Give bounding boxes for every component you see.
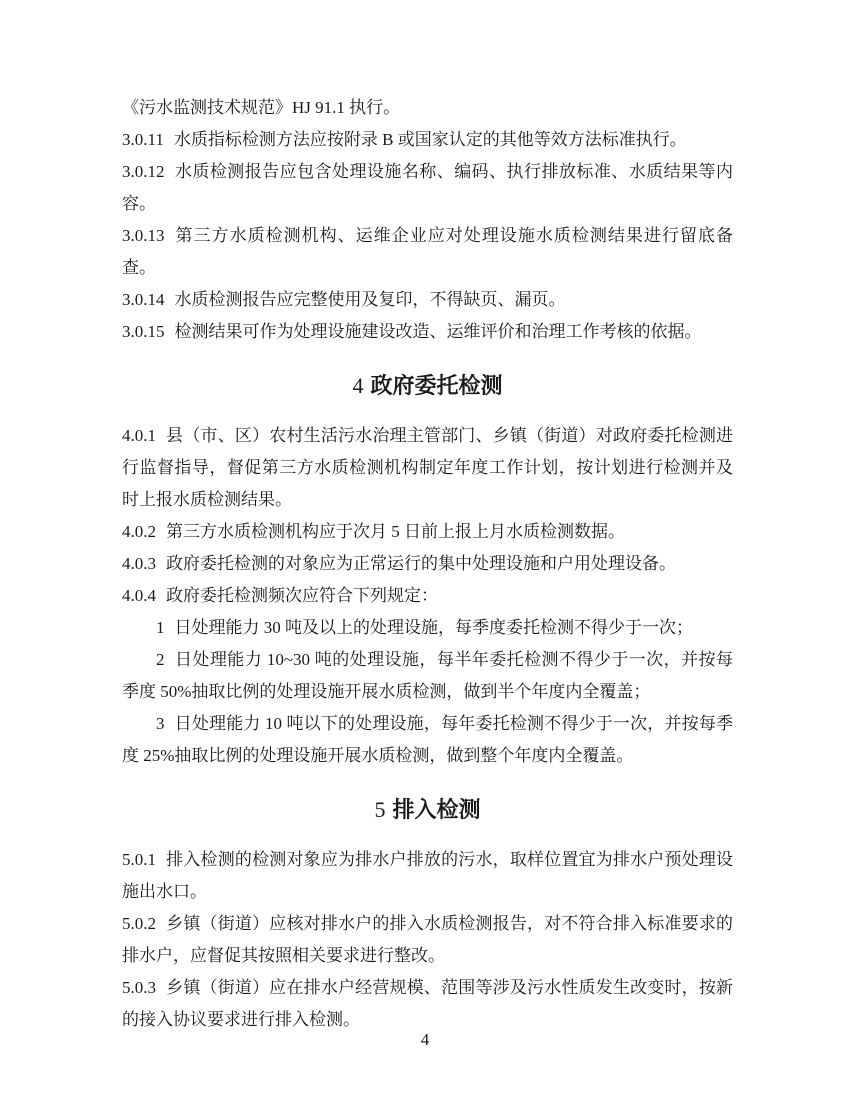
clause-text: 县（市、区）农村生活污水治理主管部门、乡镇（街道）对政府委托检测进行监督指导，督促第三方水质检测机构制定年度工作计划，按计划进行检测并及时上报水质检测结果。: [122, 426, 733, 509]
sub-item-number: 1: [156, 618, 165, 637]
clause-number: 3.0.15: [122, 322, 165, 341]
section-number: 4: [352, 373, 364, 398]
clause-number: 3.0.13: [122, 226, 165, 245]
section-title: 政府委托检测: [370, 373, 503, 398]
document-content: [122, 92, 733, 1036]
sub-item-3: [122, 708, 733, 772]
clause-3-0-11: [122, 124, 733, 156]
clause-number: 3.0.14: [122, 290, 165, 309]
clause-text: 水质检测报告应完整使用及复印，不得缺页、漏页。: [174, 290, 566, 309]
paragraph-text: 《污水监测技术规范》HJ 91.1 执行。: [122, 98, 401, 117]
clause-text: 政府委托检测的对象应为正常运行的集中处理设施和户用处理设备。: [166, 554, 676, 573]
clause-number: 5.0.2: [122, 914, 156, 933]
clause-4-0-4: [122, 580, 733, 612]
clause-number: 4.0.2: [122, 522, 156, 541]
paragraph-continuation: [122, 92, 733, 124]
section-heading-4: [122, 368, 733, 404]
clause-number: 4.0.4: [122, 586, 156, 605]
clause-text: 政府委托检测频次应符合下列规定：: [166, 586, 438, 605]
clause-text: 排入检测的检测对象应为排水户排放的污水，取样位置宜为排水户预处理设施出水口。: [122, 850, 733, 901]
clause-text: 乡镇（街道）应核对排水户的排入水质检测报告，对不符合排入标准要求的排水户，应督促其按照相关要求进行整改。: [122, 914, 733, 965]
sub-item-number: 2: [156, 650, 165, 669]
clause-number: 5.0.3: [122, 978, 156, 997]
sub-item-2: [122, 644, 733, 708]
clause-text: 水质检测报告应包含处理设施名称、编码、执行排放标准、水质结果等内容。: [122, 162, 733, 213]
clause-4-0-2: [122, 516, 733, 548]
clause-5-0-2: [122, 908, 733, 972]
clause-number: 4.0.1: [122, 426, 156, 445]
clause-4-0-3: [122, 548, 733, 580]
clause-3-0-12: [122, 156, 733, 220]
page-number: 4: [420, 1030, 430, 1049]
section-number: 5: [374, 797, 386, 822]
sub-item-text: 日处理能力 30 吨及以上的处理设施，每季度委托检测不得少于一次；: [174, 618, 693, 637]
clause-3-0-13: [122, 220, 733, 284]
sub-item-text: 日处理能力 10~30 吨的处理设施，每半年委托检测不得少于一次，并按每季度 50%抽取比例的处理设施开展水质检测，做到半个年度内全覆盖；: [122, 650, 733, 701]
clause-text: 乡镇（街道）应在排水户经营规模、范围等涉及污水性质发生改变时，按新的接入协议要求进行排入检测。: [122, 978, 733, 1029]
section-title: 排入检测: [392, 797, 481, 822]
section-heading-5: [122, 792, 733, 828]
clause-3-0-14: [122, 284, 733, 316]
sub-item-1: [122, 612, 733, 644]
sub-item-text: 日处理能力 10 吨以下的处理设施，每年委托检测不得少于一次，并按每季度 25%抽取比例的处理设施开展水质检测，做到整个年度内全覆盖。: [122, 714, 733, 765]
clause-4-0-1: [122, 420, 733, 516]
clause-text: 第三方水质检测机构应于次月 5 日前上报上月水质检测数据。: [166, 522, 625, 541]
clause-text: 第三方水质检测机构、运维企业应对处理设施水质检测结果进行留底备查。: [122, 226, 733, 277]
clause-3-0-15: [122, 316, 733, 348]
clause-number: 4.0.3: [122, 554, 156, 573]
clause-number: 3.0.12: [122, 162, 165, 181]
clause-5-0-1: [122, 844, 733, 908]
clause-number: 3.0.11: [122, 130, 164, 149]
sub-item-number: 3: [156, 714, 165, 733]
clause-number: 5.0.1: [122, 850, 156, 869]
clause-text: 检测结果可作为处理设施建设改造、运维评价和治理工作考核的依据。: [174, 322, 702, 341]
clause-text: 水质指标检测方法应按附录 B 或国家认定的其他等效方法标准执行。: [173, 130, 687, 149]
